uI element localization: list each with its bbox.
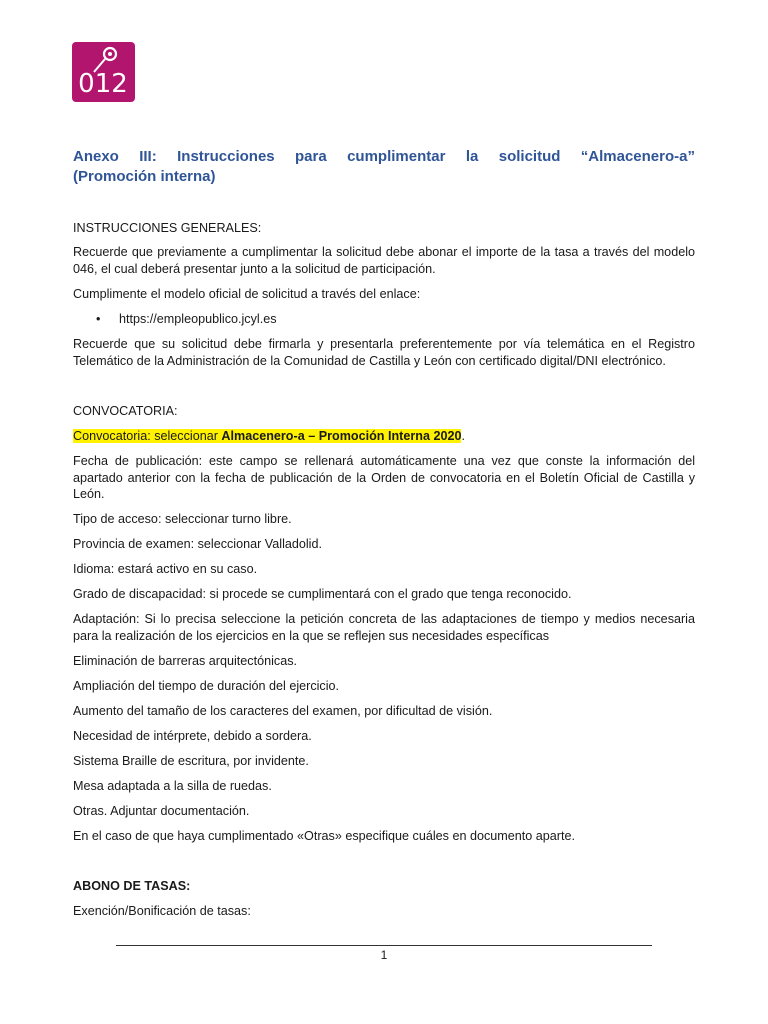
- logo-012: [72, 42, 135, 102]
- empleo-publico-link[interactable]: https://empleopublico.jcyl.es: [119, 312, 277, 326]
- general-paragraph-2: Cumplimente el modelo oficial de solicitud a través del enlace:: [73, 287, 421, 301]
- adaptacion-item: Mesa adaptada a la silla de ruedas.: [73, 779, 272, 793]
- convocatoria-select: [73, 428, 695, 445]
- title-line-2: (Promoción interna): [73, 168, 216, 185]
- title-line-1: Anexo III: Instrucciones para cumplimentar la solicitud “Almacenero-a”: [73, 148, 695, 165]
- footer-divider: [116, 945, 652, 946]
- adaptacion-item: Otras. Adjuntar documentación.: [73, 804, 250, 818]
- convocatoria-select-value: Almacenero-a – Promoción Interna 2020: [221, 429, 462, 443]
- convocatoria-heading: CONVOCATORIA:: [73, 404, 178, 418]
- provincia-examen: Provincia de examen: seleccionar Valladolid.: [73, 537, 322, 551]
- general-heading: INSTRUCCIONES GENERALES:: [73, 221, 262, 235]
- exencion-bonificacion: Exención/Bonificación de tasas:: [73, 904, 251, 918]
- general-paragraph-3: Recuerde que su solicitud debe firmarla y presentarla preferentemente por vía telemática en el Registro Telemático de la Administración de la Comunidad de Castilla y León con certificado digital/DNI electrónico.: [73, 337, 695, 368]
- adaptacion-item: Sistema Braille de escritura, por invidente.: [73, 754, 309, 768]
- adaptacion-item: En el caso de que haya cumplimentado «Otras» especifique cuáles en documento aparte.: [73, 829, 575, 843]
- convocatoria-select-suffix: .: [461, 429, 465, 443]
- logo-012-icon: [72, 42, 135, 102]
- convocatoria-select-prefix: Convocatoria: seleccionar: [73, 429, 222, 443]
- logo-text: 012: [78, 69, 128, 99]
- page-title: [73, 147, 695, 187]
- adaptacion-item: Aumento del tamaño de los caracteres del examen, por dificultad de visión.: [73, 704, 493, 718]
- grado-discapacidad: Grado de discapacidad: si procede se cumplimentará con el grado que tenga reconocido.: [73, 587, 572, 601]
- adaptacion-item: Eliminación de barreras arquitectónicas.: [73, 654, 298, 668]
- adaptacion-item: Ampliación del tiempo de duración del ejercicio.: [73, 679, 340, 693]
- idioma: Idioma: estará activo en su caso.: [73, 562, 258, 576]
- adaptacion-item: Necesidad de intérprete, debido a sordera.: [73, 729, 312, 743]
- tasas-heading: ABONO DE TASAS:: [73, 879, 191, 893]
- fecha-publicacion: Fecha de publicación: este campo se rellenará automáticamente una vez que conste la información del apartado anterior con la fecha de publicación de la Orden de convocatoria en el Boletín Oficial de Castilla y León.: [73, 454, 695, 501]
- page-number: 1: [380, 948, 388, 962]
- general-paragraph-1: Recuerde que previamente a cumplimentar la solicitud debe abonar el importe de la tasa a través del modelo 046, el cual deberá presentar junto a la solicitud de participación.: [73, 245, 695, 276]
- adaptacion: Adaptación: Si lo precisa seleccione la petición concreta de las adaptaciones de tiempo y medios necesaria para la realización de los ejercicios en la que se reflejen sus necesidades específicas: [73, 612, 695, 643]
- tipo-acceso: Tipo de acceso: seleccionar turno libre.: [73, 512, 292, 526]
- bullet-dot: •: [96, 312, 101, 326]
